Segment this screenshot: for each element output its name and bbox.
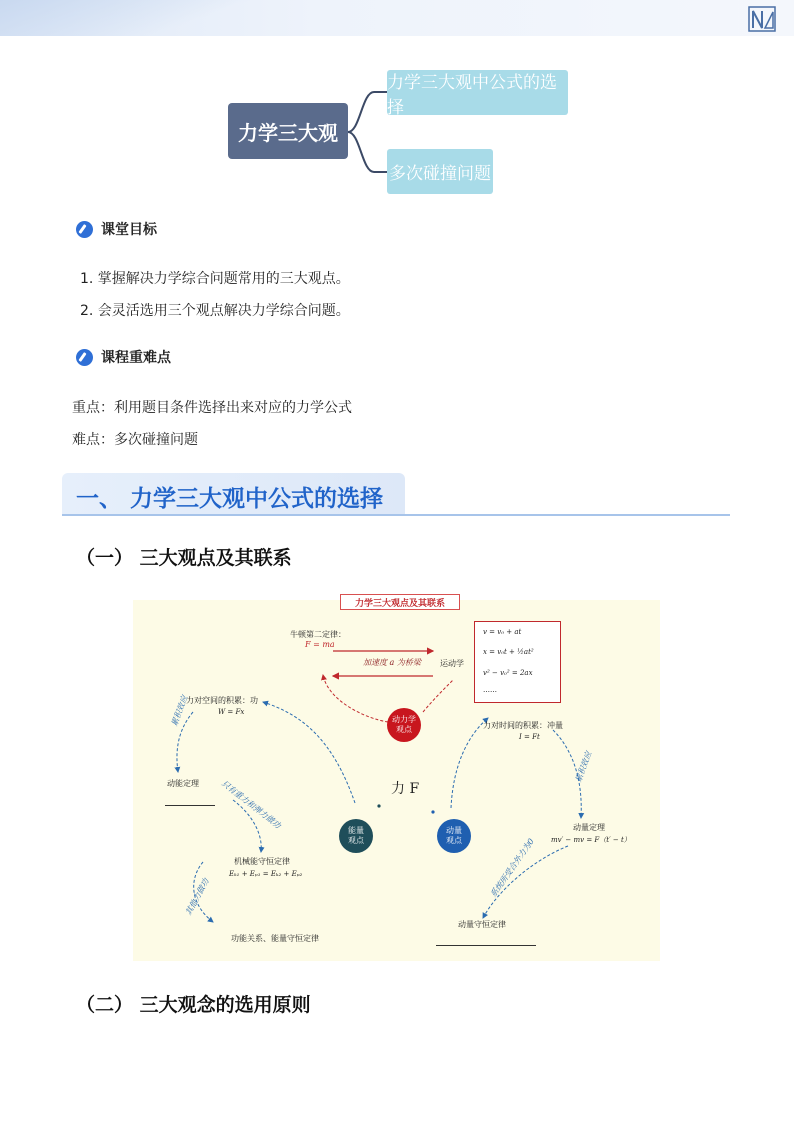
focus-text: 重点：利用题目条件选择出来对应的力学公式 (72, 400, 352, 416)
momentum-viewpoint-circle: 动量 观点 (437, 819, 471, 853)
difficulty-text: 难点：多次碰撞问题 (72, 432, 198, 448)
mindmap-branch-formula: 力学三大观中公式的选择 (387, 70, 568, 115)
section-title: 一、 力学三大观中公式的选择 (76, 486, 384, 512)
logo-icon (748, 6, 776, 32)
mindmap-branch-collision: 多次碰撞问题 (387, 149, 493, 194)
subsection-title-2: （二） 三大观念的选用原则 (76, 994, 311, 1016)
mindmap-connectors (346, 88, 390, 178)
space-accum-label: 力对空间的积累：功 (186, 696, 258, 705)
bridge-label: 加速度 a 为桥梁 (363, 658, 421, 667)
momentum-conservation: 动量守恒定律 (458, 920, 506, 929)
energy-viewpoint-circle: 能量 观点 (339, 819, 373, 853)
three-viewpoints-figure (133, 600, 660, 961)
time-accum-label: 力对时间的积累：冲量 (483, 721, 563, 730)
kinetic-energy-theorem: 动能定理 (167, 779, 199, 788)
keypoints-heading (76, 347, 171, 367)
answer-line (436, 945, 536, 946)
newton-equation: F = ma (305, 640, 335, 649)
force-label: 力 F (391, 781, 420, 797)
only-gravity-annotation: 只有重力和弹力做功 (219, 778, 283, 831)
accum-effect-annotation-2: 累积效应 (573, 750, 594, 784)
objective-item: 2. 会灵活选用三个观点解决力学综合问题。 (80, 303, 350, 319)
keypoints-title: 课程重难点 (101, 350, 171, 366)
dynamics-viewpoint-circle: 动力学 观点 (387, 708, 421, 742)
work-equation: W = Fx (218, 708, 245, 716)
mech-energy-conservation: 机械能守恒定律 (234, 857, 290, 866)
kin-eq: x = v₀t + ½at² (483, 648, 534, 656)
subsection-title-1: （一） 三大观点及其联系 (76, 547, 292, 569)
accum-effect-annotation: 累积效应 (169, 694, 190, 728)
pen-icon (76, 349, 93, 366)
objective-item: 1. 掌握解决力学综合问题常用的三大观点。 (80, 271, 350, 287)
newton-label: 牛顿第二定律： (290, 630, 346, 639)
kinematics-equations-box (474, 621, 561, 703)
kin-eq: …… (483, 686, 497, 694)
mindmap-root: 力学三大观 (228, 103, 348, 159)
kin-eq: v² − v₀² = 2ax (483, 669, 533, 677)
header-swoosh (0, 0, 260, 36)
momentum-theorem: 动量定理 (573, 823, 605, 832)
ext-zero-annotation: 系统所受合外力为0 (488, 836, 536, 899)
kinematics-label: 运动学 (440, 659, 464, 668)
impulse-equation: I = Ft (519, 733, 540, 741)
momentum-theorem-equation: mv′ − mv = F（t′ − t） (551, 836, 631, 844)
energy-relation-label: 功能关系、能量守恒定律 (231, 934, 319, 943)
objectives-title: 课堂目标 (101, 222, 157, 238)
figure-title: 力学三大观点及其联系 (340, 594, 460, 610)
mech-energy-equation: Eₖ₁ + Eₚ₁ = Eₖ₂ + Eₚ₂ (229, 870, 303, 878)
objectives-heading (76, 219, 157, 239)
other-forces-annotation: 其他力做功 (183, 877, 211, 917)
section-rule (62, 514, 730, 516)
pen-icon (76, 221, 93, 238)
answer-line (165, 805, 215, 806)
header-band (0, 0, 794, 36)
kin-eq: v = v₀ + at (483, 628, 522, 636)
